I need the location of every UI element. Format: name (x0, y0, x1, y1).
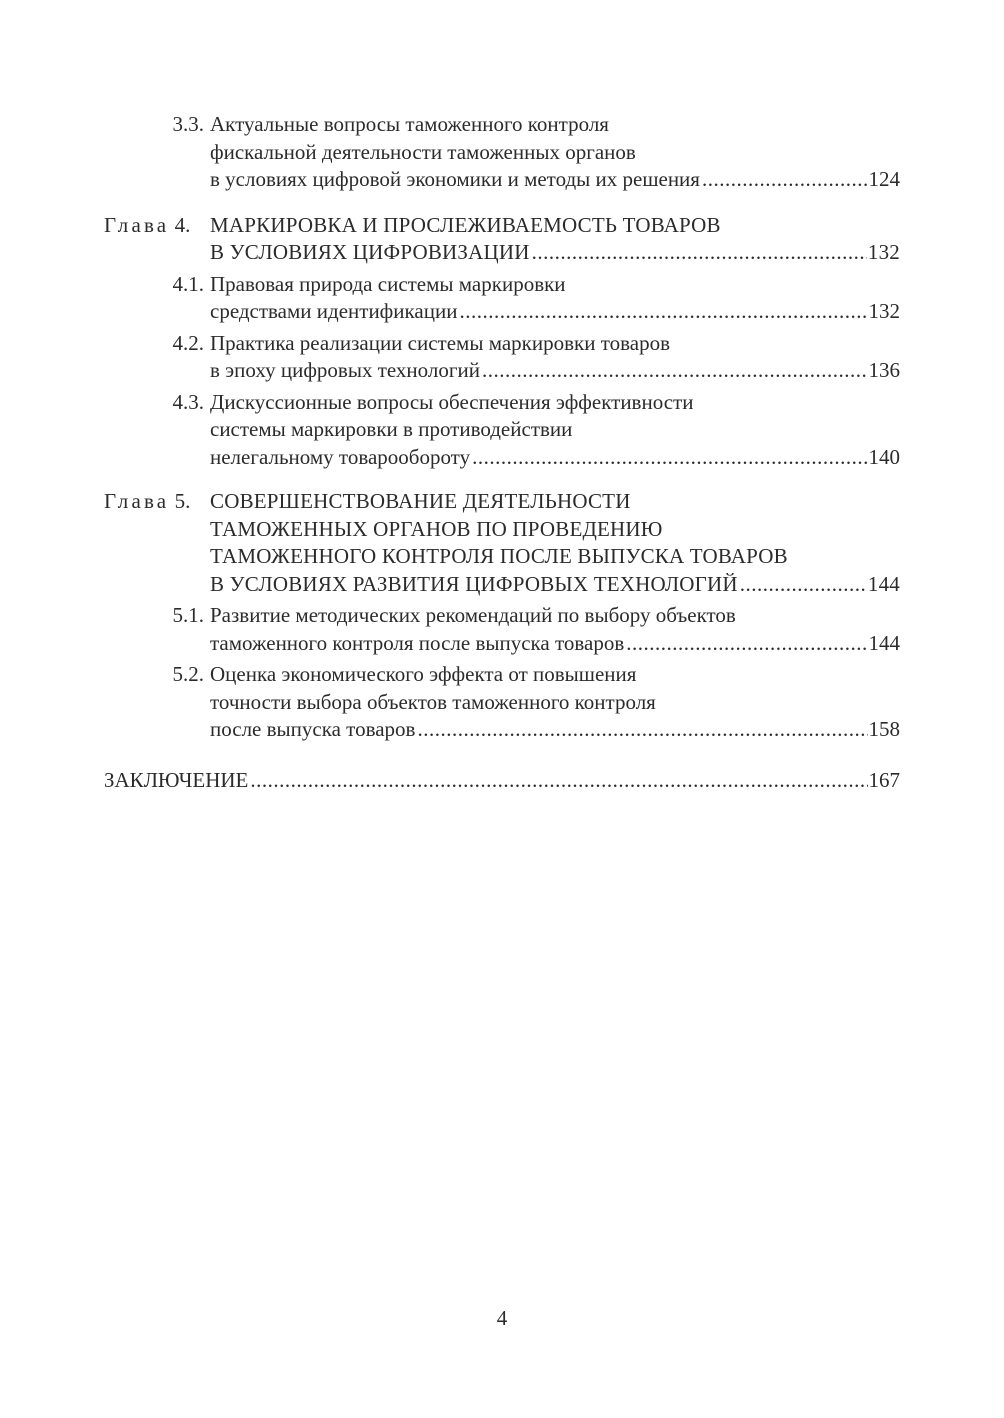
dot-leader (417, 716, 867, 744)
toc-entry-4-3[interactable] (104, 389, 900, 472)
toc-chapter-4[interactable] (104, 212, 900, 267)
page-number: 4 (496, 1306, 508, 1330)
entry-title-line: МАРКИРОВКА И ПРОСЛЕЖИВАЕМОСТЬ ТОВАРОВ (210, 212, 721, 237)
entry-title-line: Оценка экономического эффекта от повышения (210, 662, 637, 686)
dot-leader (740, 571, 867, 599)
section-number: 4.2. (172, 330, 204, 355)
toc-entry-5-2[interactable] (104, 661, 900, 744)
toc-entry-3-3[interactable] (104, 111, 900, 194)
page-ref: 140 (868, 444, 900, 469)
section-number: 4.3. (172, 389, 204, 414)
chapter-number: 5. (174, 489, 191, 513)
toc-chapter-5[interactable] (104, 488, 900, 598)
entry-title-line: после выпуска товаров (210, 717, 416, 741)
page-ref: 167 (868, 767, 900, 792)
page-ref: 144 (868, 630, 900, 655)
dot-leader (702, 166, 868, 194)
page-ref: 124 (868, 167, 900, 191)
entry-title-line: фискальной деятельности таможенных органов (210, 139, 636, 164)
dot-leader (626, 630, 867, 658)
entry-title-line: Правовая природа системы маркировки (210, 271, 566, 296)
entry-title-line: Дискуссионные вопросы обеспечения эффективности (210, 389, 694, 414)
entry-title-line: нелегальному товарообороту (210, 444, 471, 469)
entry-title-line: таможенного контроля после выпуска товаров (210, 630, 625, 655)
entry-title-line: В УСЛОВИЯХ РАЗВИТИЯ ЦИФРОВЫХ ТЕХНОЛОГИЙ (210, 571, 738, 596)
dot-leader (532, 239, 867, 267)
entry-title-line: средствами идентификации (210, 299, 458, 323)
entry-title-line: точности выбора объектов таможенного контроля (210, 689, 656, 714)
chapter-label: Глава (104, 212, 170, 237)
page-ref: 132 (867, 240, 900, 264)
dot-leader (459, 298, 867, 326)
chapter-label: Глава (104, 489, 170, 513)
section-number: 3.3. (172, 112, 204, 136)
dot-leader (250, 767, 867, 795)
table-of-contents (104, 111, 900, 794)
entry-title-line: системы маркировки в противодействии (210, 417, 573, 441)
dot-leader (482, 357, 868, 385)
entry-title-line: Практика реализации системы маркировки товаров (210, 330, 670, 355)
entry-title-line: Развитие методических рекомендаций по выбору объектов (210, 603, 736, 627)
conclusion-title: ЗАКЛЮЧЕНИЕ (104, 767, 249, 792)
toc-entry-4-2[interactable] (104, 330, 900, 385)
entry-title-line: ТАМОЖЕННОГО КОНТРОЛЯ ПОСЛЕ ВЫПУСКА ТОВАРОВ (210, 544, 788, 568)
section-number: 5.2. (172, 662, 204, 686)
dot-leader (472, 444, 867, 472)
entry-title-line: В УСЛОВИЯХ ЦИФРОВИЗАЦИИ (210, 240, 530, 264)
toc-entry-4-1[interactable] (104, 271, 900, 326)
page-ref: 158 (868, 717, 900, 741)
section-number: 5.1. (172, 603, 204, 627)
page-ref: 132 (868, 299, 900, 323)
section-number: 4.1. (172, 271, 204, 296)
page-ref: 144 (867, 571, 900, 596)
entry-title-line: ТАМОЖЕННЫХ ОРГАНОВ ПО ПРОВЕДЕНИЮ (210, 516, 663, 541)
chapter-number: 4. (174, 212, 191, 237)
entry-title-line: в эпоху цифровых технологий (210, 358, 480, 382)
entry-title-line: СОВЕРШЕНСТВОВАНИЕ ДЕЯТЕЛЬНОСТИ (210, 489, 631, 513)
entry-title-line: в условиях цифровой экономики и методы их решения (210, 167, 700, 191)
page-ref: 136 (868, 358, 900, 382)
toc-conclusion[interactable] (104, 767, 900, 795)
entry-title-line: Актуальные вопросы таможенного контроля (210, 112, 609, 136)
toc-entry-5-1[interactable] (104, 602, 900, 657)
